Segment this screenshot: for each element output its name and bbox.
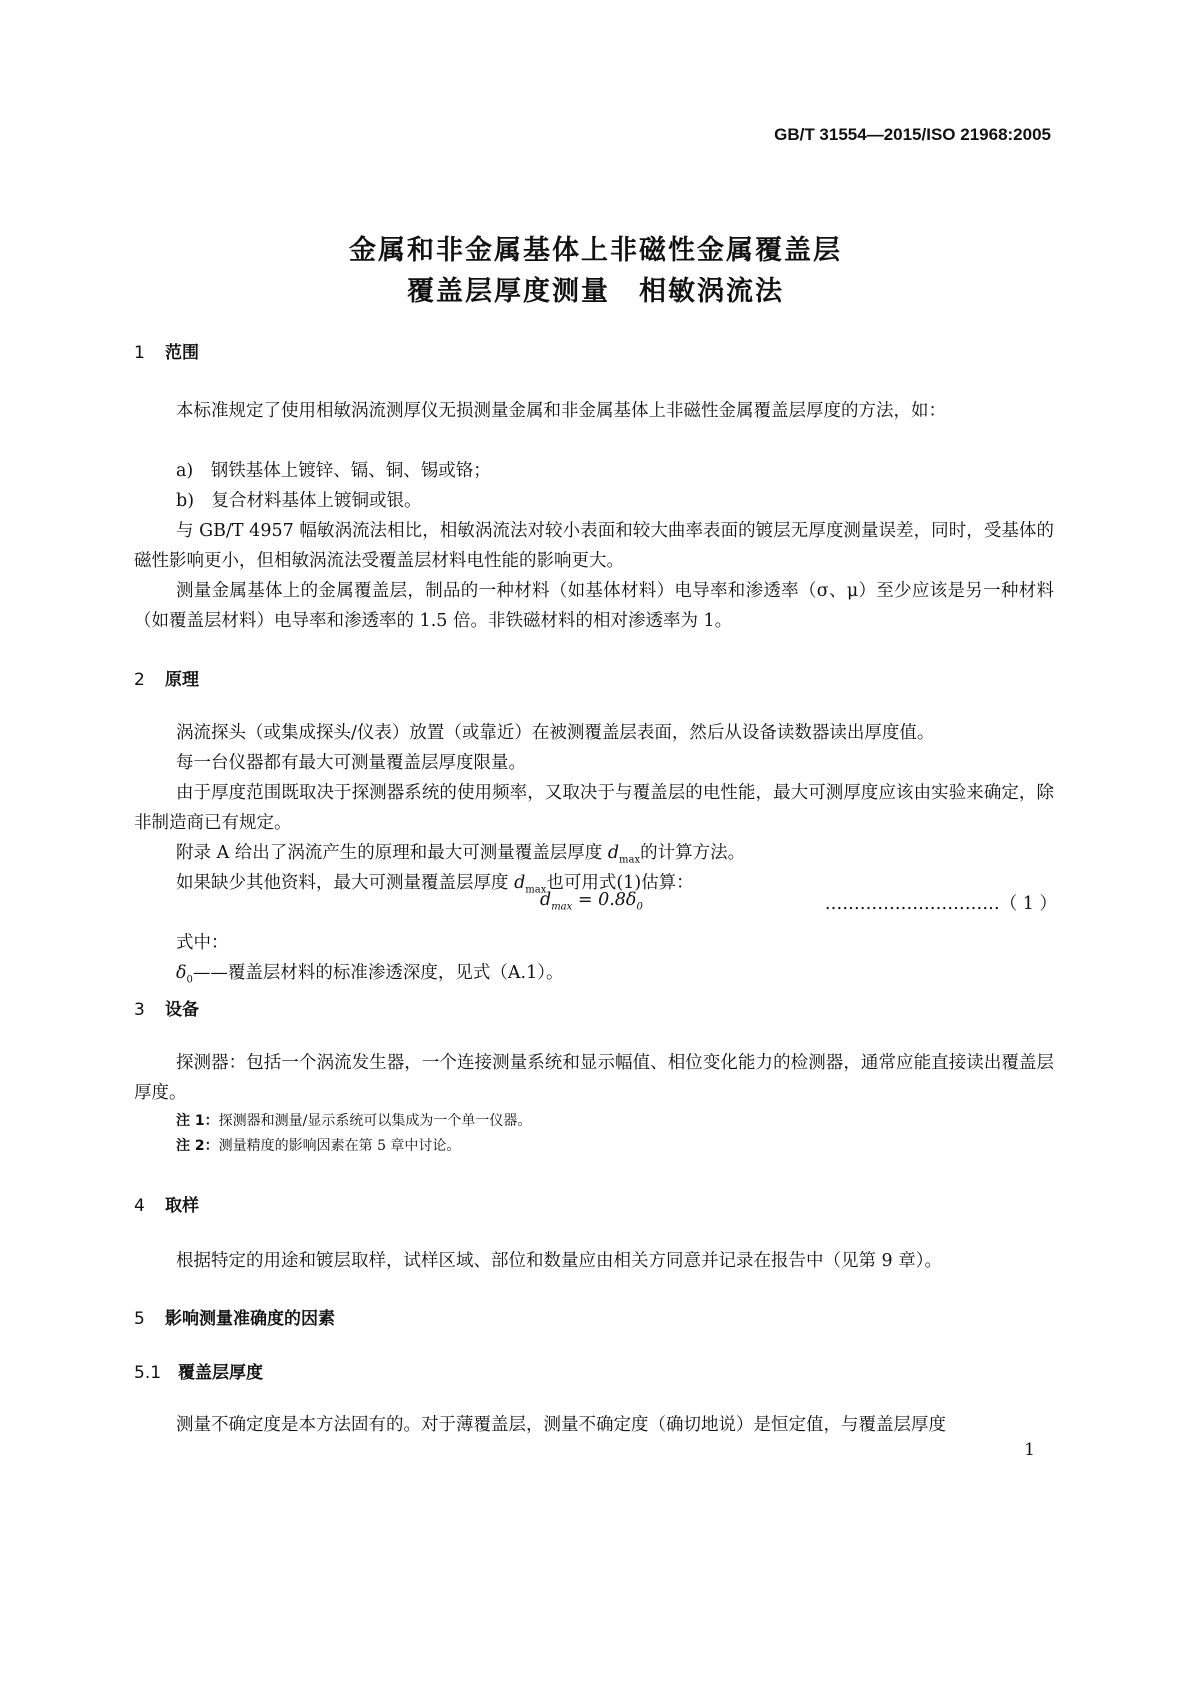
- section-number: 5: [134, 1309, 145, 1329]
- text-span: 附录 A 给出了涡流产生的原理和最大可测量覆盖层厚度: [176, 843, 608, 863]
- note-2: [176, 1135, 460, 1155]
- section-5-1-heading: [134, 1358, 263, 1383]
- list-item-b: b) 复合材料基体上镀铜或银。: [176, 491, 422, 511]
- subscript-max: max: [551, 901, 573, 913]
- section-2-heading: [134, 665, 199, 690]
- note-label: 注 1：: [176, 1113, 219, 1129]
- note-1: [176, 1110, 531, 1130]
- formula-where: 式中：: [176, 933, 229, 953]
- paragraph-principle-2: 每一台仪器都有最大可测量覆盖层厚度限量。: [176, 753, 526, 773]
- section-number: 5.1: [134, 1363, 162, 1383]
- section-title: 设备: [165, 1000, 199, 1020]
- subscript-zero: 0: [186, 974, 193, 986]
- section-title: 原理: [165, 670, 199, 690]
- section-number: 3: [134, 1000, 145, 1020]
- note-text: 探测器和测量/显示系统可以集成为一个单一仪器。: [218, 1113, 532, 1129]
- variable-delta: δ: [176, 963, 187, 983]
- variable-d: d: [540, 890, 552, 910]
- section-title: 范围: [165, 343, 199, 363]
- paragraph-scope-intro: 本标准规定了使用相敏涡流测厚仪无损测量金属和非金属基体上非磁性金属覆盖层厚度的方法，如：: [176, 401, 946, 421]
- paragraph-comparison: 与 GB/T 4957 幅敏涡流法相比，相敏涡流法对较小表面和较大曲率表面的镀层无厚度测量误差，同时，受基体的磁性影响更小，但相敏涡流法受覆盖层材料电性能的影响更大。: [134, 521, 1054, 571]
- subscript-max: max: [619, 854, 641, 866]
- subscript-max: max: [525, 884, 547, 896]
- formula-1: [540, 890, 643, 913]
- subscript-zero: 0: [636, 901, 643, 913]
- formula-number: …………………………（ 1 ）: [824, 894, 1057, 914]
- section-4-heading: [134, 1191, 199, 1216]
- page-number: 1: [1024, 1440, 1035, 1460]
- formula-variable-definition: [134, 958, 1054, 996]
- formula-rhs: = 0.8δ: [572, 890, 637, 910]
- note-label: 注 2：: [176, 1138, 219, 1154]
- section-title: 覆盖层厚度: [178, 1363, 263, 1383]
- paragraph-principle-1: 涡流探头（或集成探头/仪表）放置（或靠近）在被测覆盖层表面，然后从设备读数器读出厚度值。: [176, 723, 935, 743]
- paragraph-conductivity: 测量金属基体上的金属覆盖层，制品的一种材料（如基体材料）电导率和渗透率（σ、μ）至少应该是另一种材料（如覆盖层材料）电导率和渗透率的 1.5 倍。非铁磁材料的相对渗透率为 1。: [134, 581, 1054, 631]
- text-span: 也可用式(1)估算：: [546, 873, 694, 893]
- section-number: 2: [134, 670, 145, 690]
- variable-d: d: [607, 843, 620, 863]
- list-item-a: a) 钢铁基体上镀锌、镉、铜、锡或铬；: [176, 461, 491, 481]
- section-5-heading: [134, 1304, 335, 1329]
- document-title-line2: 覆盖层厚度测量 相敏涡流法: [407, 276, 784, 307]
- definition-text: ——覆盖层材料的标准渗透深度，见式（A.1）。: [192, 963, 564, 983]
- section-number: 1: [134, 343, 145, 363]
- section-3-heading: [134, 995, 199, 1020]
- variable-d: d: [514, 873, 526, 893]
- paragraph-equipment: 探测器：包括一个涡流发生器，一个连接测量系统和显示幅值、相位变化能力的检测器，通常应能直接读出覆盖层厚度。: [134, 1053, 1054, 1103]
- text-span: 的计算方法。: [640, 843, 746, 863]
- paragraph-coating-thickness: 测量不确定度是本方法固有的。对于薄覆盖层，测量不确定度（确切地说）是恒定值，与覆盖层厚度: [176, 1415, 946, 1435]
- section-title: 取样: [165, 1196, 199, 1216]
- section-number: 4: [134, 1196, 145, 1216]
- text-span: 如果缺少其他资料，最大可测量覆盖层厚度: [176, 873, 515, 893]
- note-text: 测量精度的影响因素在第 5 章中讨论。: [218, 1138, 461, 1154]
- section-title: 影响测量准确度的因素: [165, 1309, 335, 1329]
- paragraph-sampling: 根据特定的用途和镀层取样，试样区域、部位和数量应由相关方同意并记录在报告中（见第 9 章）。: [176, 1251, 943, 1271]
- section-1-heading: [134, 338, 199, 363]
- paragraph-principle-3: 由于厚度范围既取决于探测器系统的使用频率，又取决于与覆盖层的电性能，最大可测厚度应该由实验来确定，除非制造商已有规定。: [134, 783, 1054, 833]
- document-title-line1: 金属和非金属基体上非磁性金属覆盖层: [349, 235, 842, 266]
- standard-code: GB/T 31554—2015/ISO 21968:2005: [774, 125, 1051, 144]
